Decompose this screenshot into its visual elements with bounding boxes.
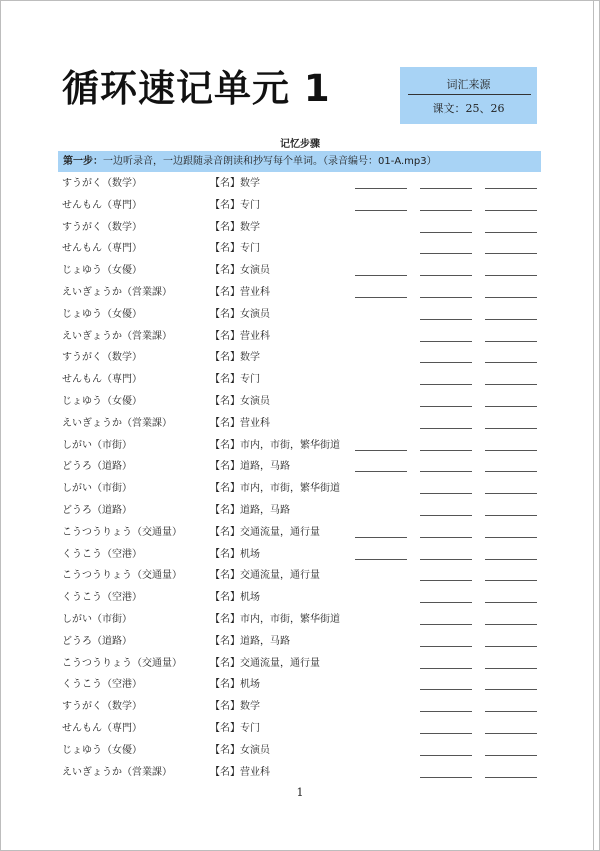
writing-blank bbox=[420, 188, 472, 189]
vocab-row bbox=[0, 609, 600, 631]
writing-blank bbox=[485, 341, 537, 342]
vocab-meaning: 【名】专门 bbox=[210, 722, 260, 734]
vocab-row bbox=[0, 565, 600, 587]
writing-blank bbox=[420, 777, 472, 778]
writing-blank bbox=[355, 471, 407, 472]
vocab-reading: せんもん（専門） bbox=[62, 243, 142, 255]
step-one-instruction bbox=[58, 151, 541, 172]
step-one-label: 第一步： bbox=[63, 156, 103, 167]
vocab-row bbox=[0, 347, 600, 369]
writing-blank bbox=[420, 624, 472, 625]
vocab-meaning: 【名】交通流量，通行量 bbox=[210, 570, 320, 582]
vocab-meaning: 【名】营业科 bbox=[210, 417, 270, 429]
vocab-row bbox=[0, 391, 600, 413]
vocab-reading: じょゆう（女優） bbox=[62, 744, 142, 756]
vocab-reading: えいぎょうか（営業課） bbox=[62, 417, 172, 429]
writing-blank bbox=[485, 580, 537, 581]
vocab-meaning: 【名】市内，市街，繁华街道 bbox=[210, 483, 340, 495]
vocab-meaning: 【名】数学 bbox=[210, 178, 260, 189]
vocab-reading: すうがく（数学） bbox=[62, 178, 142, 189]
vocab-row bbox=[0, 696, 600, 718]
vocab-reading: こうつうりょう（交通量） bbox=[62, 570, 182, 582]
vocab-reading: くうこう（空港） bbox=[62, 548, 142, 560]
writing-blank bbox=[485, 646, 537, 647]
writing-blank bbox=[485, 319, 537, 320]
vocab-row bbox=[0, 217, 600, 239]
vocab-reading: すうがく（数学） bbox=[62, 701, 142, 713]
writing-blank bbox=[485, 406, 537, 407]
memory-steps-heading: 记忆步骤 bbox=[280, 139, 320, 150]
vocab-row bbox=[0, 413, 600, 435]
writing-blank bbox=[355, 450, 407, 451]
writing-blank bbox=[355, 210, 407, 211]
writing-blank bbox=[420, 450, 472, 451]
vocab-reading: どうろ（道路） bbox=[62, 461, 132, 473]
vocab-row bbox=[0, 369, 600, 391]
vocab-meaning: 【名】专门 bbox=[210, 199, 260, 211]
vocab-meaning: 【名】市内，市街，繁华街道 bbox=[210, 613, 340, 625]
vocab-row bbox=[0, 435, 600, 457]
vocab-reading: えいぎょうか（営業課） bbox=[62, 766, 172, 778]
vocab-row bbox=[0, 173, 600, 195]
vocab-reading: どうろ（道路） bbox=[62, 635, 132, 647]
vocab-meaning: 【名】数学 bbox=[210, 352, 260, 364]
vocab-reading: くうこう（空港） bbox=[62, 679, 142, 691]
vocab-meaning: 【名】数学 bbox=[210, 701, 260, 713]
vocab-row bbox=[0, 282, 600, 304]
vocab-row bbox=[0, 304, 600, 326]
source-box-title: 词汇来源 bbox=[446, 78, 491, 91]
writing-blank bbox=[485, 188, 537, 189]
vocab-meaning: 【名】女演员 bbox=[210, 395, 270, 407]
writing-blank bbox=[420, 275, 472, 276]
vocab-row bbox=[0, 478, 600, 500]
vocab-row bbox=[0, 740, 600, 762]
vocab-row bbox=[0, 718, 600, 740]
writing-blank bbox=[420, 232, 472, 233]
step-one-text: 一边听录音，一边跟随录音朗读和抄写每个单词。（录音编号：01-A.mp3） bbox=[103, 156, 437, 167]
vocab-reading: せんもん（専門） bbox=[62, 722, 142, 734]
vocab-meaning: 【名】营业科 bbox=[210, 330, 270, 342]
writing-blank bbox=[485, 755, 537, 756]
writing-blank bbox=[485, 777, 537, 778]
vocab-reading: じょゆう（女優） bbox=[62, 395, 142, 407]
vocab-row bbox=[0, 326, 600, 348]
vocab-row bbox=[0, 653, 600, 675]
vocab-reading: こうつうりょう（交通量） bbox=[62, 657, 182, 669]
writing-blank bbox=[420, 689, 472, 690]
vocab-meaning: 【名】道路，马路 bbox=[210, 461, 290, 473]
writing-blank bbox=[420, 253, 472, 254]
vocab-reading: すうがく（数学） bbox=[62, 221, 142, 233]
writing-blank bbox=[420, 471, 472, 472]
writing-blank bbox=[355, 559, 407, 560]
vocab-meaning: 【名】机场 bbox=[210, 548, 260, 560]
writing-blank bbox=[485, 602, 537, 603]
vocab-reading: しがい（市街） bbox=[62, 613, 132, 625]
vocab-meaning: 【名】机场 bbox=[210, 679, 260, 691]
page-number: 1 bbox=[296, 786, 304, 799]
writing-blank bbox=[485, 384, 537, 385]
vocab-meaning: 【名】道路，马路 bbox=[210, 635, 290, 647]
vocab-meaning: 【名】机场 bbox=[210, 592, 260, 604]
writing-blank bbox=[355, 537, 407, 538]
vocab-meaning: 【名】数学 bbox=[210, 221, 260, 233]
vocab-reading: えいぎょうか（営業課） bbox=[62, 330, 172, 342]
writing-blank bbox=[485, 515, 537, 516]
vocab-row bbox=[0, 260, 600, 282]
vocab-reading: こうつうりょう（交通量） bbox=[62, 526, 182, 538]
writing-blank bbox=[420, 711, 472, 712]
writing-blank bbox=[420, 406, 472, 407]
vocab-row bbox=[0, 522, 600, 544]
vocabulary-source-box bbox=[400, 67, 537, 124]
writing-blank bbox=[485, 232, 537, 233]
vocab-meaning: 【名】专门 bbox=[210, 243, 260, 255]
vocab-row bbox=[0, 500, 600, 522]
writing-blank bbox=[420, 668, 472, 669]
vocab-meaning: 【名】女演员 bbox=[210, 744, 270, 756]
writing-blank bbox=[420, 210, 472, 211]
writing-blank bbox=[355, 275, 407, 276]
writing-blank bbox=[420, 362, 472, 363]
vocab-reading: じょゆう（女優） bbox=[62, 308, 142, 320]
source-box-lesson: 课文：25、26 bbox=[432, 102, 505, 115]
vocab-reading: じょゆう（女優） bbox=[62, 265, 142, 277]
writing-blank bbox=[420, 580, 472, 581]
vocab-reading: くうこう（空港） bbox=[62, 592, 142, 604]
writing-blank bbox=[485, 668, 537, 669]
vocab-reading: せんもん（専門） bbox=[62, 374, 142, 386]
writing-blank bbox=[485, 471, 537, 472]
vocab-row bbox=[0, 587, 600, 609]
writing-blank bbox=[485, 733, 537, 734]
writing-blank bbox=[420, 384, 472, 385]
writing-blank bbox=[420, 646, 472, 647]
writing-blank bbox=[485, 559, 537, 560]
writing-blank bbox=[485, 275, 537, 276]
vocab-reading: どうろ（道路） bbox=[62, 504, 132, 516]
writing-blank bbox=[485, 689, 537, 690]
writing-blank bbox=[420, 733, 472, 734]
writing-blank bbox=[485, 711, 537, 712]
source-box-divider bbox=[408, 94, 531, 95]
writing-blank bbox=[420, 537, 472, 538]
vocab-row bbox=[0, 674, 600, 696]
writing-blank bbox=[355, 297, 407, 298]
writing-blank bbox=[485, 624, 537, 625]
vocab-row bbox=[0, 631, 600, 653]
page-title: 循环速记单元 1 bbox=[62, 67, 331, 110]
vocab-row bbox=[0, 762, 600, 784]
vocab-reading: しがい（市街） bbox=[62, 439, 132, 451]
vocab-meaning: 【名】市内，市街，繁华街道 bbox=[210, 439, 340, 451]
writing-blank bbox=[420, 755, 472, 756]
vocab-reading: しがい（市街） bbox=[62, 483, 132, 495]
writing-blank bbox=[485, 537, 537, 538]
vocab-meaning: 【名】专门 bbox=[210, 374, 260, 386]
vocab-row bbox=[0, 456, 600, 478]
vocab-meaning: 【名】道路，马路 bbox=[210, 504, 290, 516]
writing-blank bbox=[420, 428, 472, 429]
vocab-reading: せんもん（専門） bbox=[62, 199, 142, 211]
vocab-reading: すうがく（数学） bbox=[62, 352, 142, 364]
writing-blank bbox=[420, 493, 472, 494]
writing-blank bbox=[420, 319, 472, 320]
vocab-meaning: 【名】交通流量，通行量 bbox=[210, 657, 320, 669]
writing-blank bbox=[485, 210, 537, 211]
writing-blank bbox=[485, 428, 537, 429]
writing-blank bbox=[485, 297, 537, 298]
writing-blank bbox=[485, 253, 537, 254]
vocab-meaning: 【名】女演员 bbox=[210, 265, 270, 277]
vocab-row bbox=[0, 238, 600, 260]
vocab-meaning: 【名】营业科 bbox=[210, 286, 270, 298]
writing-blank bbox=[485, 450, 537, 451]
vocab-row bbox=[0, 195, 600, 217]
writing-blank bbox=[420, 559, 472, 560]
writing-blank bbox=[355, 188, 407, 189]
writing-blank bbox=[485, 362, 537, 363]
vocab-meaning: 【名】女演员 bbox=[210, 308, 270, 320]
writing-blank bbox=[485, 493, 537, 494]
writing-blank bbox=[420, 297, 472, 298]
writing-blank bbox=[420, 341, 472, 342]
vocab-reading: えいぎょうか（営業課） bbox=[62, 286, 172, 298]
writing-blank bbox=[420, 602, 472, 603]
vocab-meaning: 【名】交通流量，通行量 bbox=[210, 526, 320, 538]
writing-blank bbox=[420, 515, 472, 516]
vocab-row bbox=[0, 544, 600, 566]
vocab-meaning: 【名】营业科 bbox=[210, 766, 270, 778]
vocabulary-list bbox=[0, 173, 600, 783]
